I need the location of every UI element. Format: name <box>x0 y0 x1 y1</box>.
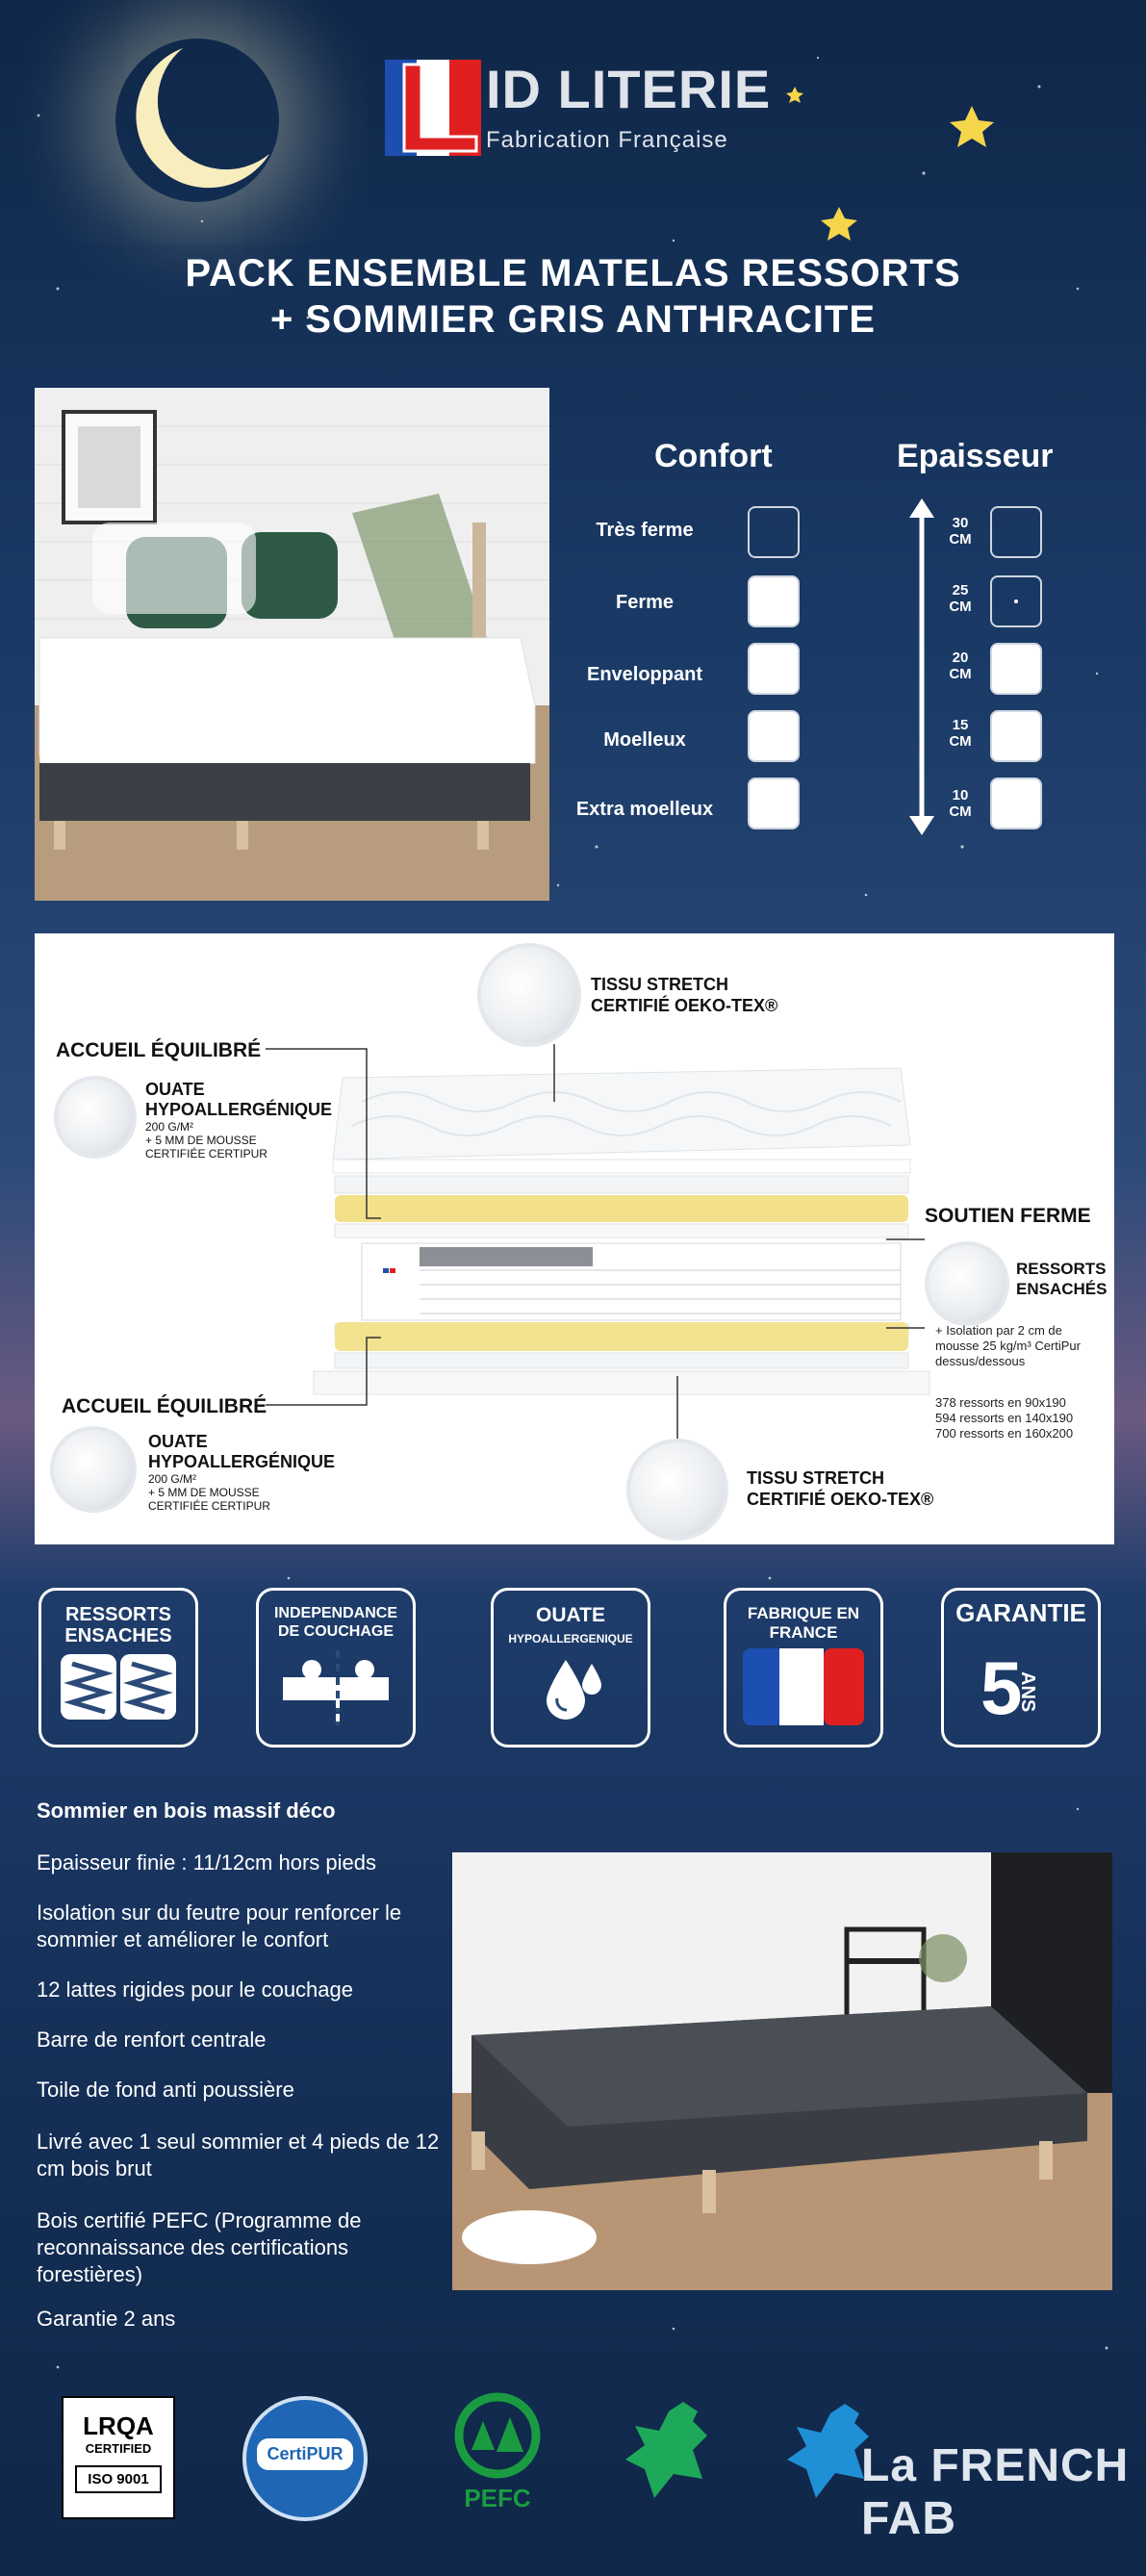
top-comfort-detail1: 200 G/M² <box>145 1120 194 1134</box>
brand-tagline: Fabrication Française <box>486 127 728 153</box>
thickness-checkbox-15[interactable] <box>990 710 1042 762</box>
comfort-label-tres-ferme: Très ferme <box>596 520 694 541</box>
spec-item: Toile de fond anti poussière <box>37 2078 294 2102</box>
thickness-checkbox-25[interactable] <box>990 575 1042 627</box>
page-title-line1: PACK ENSEMBLE MATELAS RESSORTS <box>185 252 961 294</box>
box-spring-photo <box>452 1852 1112 2290</box>
lrqa-line1: LRQA <box>83 2411 154 2440</box>
lrqa-line2: CERTIFIED <box>85 2441 152 2456</box>
feature-hypoallergenic <box>491 1588 650 1747</box>
support-sub1: RESSORTS <box>1016 1260 1107 1278</box>
pocket-springs-sample-icon <box>925 1241 1009 1326</box>
feature-warranty-5-years <box>941 1588 1101 1747</box>
feature-label-line2: FRANCE <box>769 1623 838 1642</box>
thickness-heading: Epaisseur <box>897 438 1054 474</box>
spec-item: Epaisseur finie : 11/12cm hors pieds <box>37 1850 376 1875</box>
thickness-label-30: 30 CM <box>949 515 972 548</box>
pefc-name: PEFC <box>464 2484 531 2512</box>
support-sub2: ENSACHÉS <box>1016 1280 1108 1298</box>
thickness-checkbox-20[interactable] <box>990 643 1042 695</box>
pefc-tree-icon <box>445 2392 550 2479</box>
comfort-label-moelleux: Moelleux <box>603 729 686 751</box>
bottom-comfort-detail1: 200 G/M² <box>148 1472 197 1486</box>
thickness-arrow-icon <box>907 498 936 835</box>
support-note2: mousse 25 kg/m³ CertiPur <box>935 1339 1081 1353</box>
top-comfort-sub2: HYPOALLERGÉNIQUE <box>145 1100 333 1119</box>
comfort-checkbox-moelleux[interactable] <box>748 710 800 762</box>
support-note3: dessus/dessous <box>935 1354 1026 1368</box>
moon-icon <box>115 38 279 202</box>
thickness-checkbox-10[interactable] <box>990 778 1042 829</box>
support-count2: 594 ressorts en 140x190 <box>935 1411 1074 1425</box>
warranty-number: 5 <box>980 1645 1023 1730</box>
wadding-sample-top-icon <box>54 1076 137 1159</box>
spec-item: Garantie 2 ans <box>37 2307 176 2331</box>
feature-label-line1: GARANTIE <box>955 1598 1086 1627</box>
thickness-checkbox-30[interactable] <box>990 506 1042 558</box>
spec-item: Livré avec 1 seul sommier et 4 pieds de 12 cm bois brut <box>37 2130 440 2181</box>
comfort-label-extra-moelleux: Extra moelleux <box>575 799 714 820</box>
french-flag-icon <box>741 1643 866 1729</box>
top-comfort-title: ACCUEIL ÉQUILIBRÉ <box>56 1039 262 1061</box>
support-count3: 700 ressorts en 160x200 <box>935 1426 1074 1441</box>
page-title-line2: + SOMMIER GRIS ANTHRACITE <box>269 298 877 341</box>
bottom-comfort-sub1: OUATE <box>148 1432 208 1451</box>
comfort-heading: Confort <box>654 438 773 474</box>
feature-label-line2: ENSACHES <box>64 1625 172 1646</box>
bedroom-photo <box>35 388 549 901</box>
bottom-comfort-detail3: CERTIFIÉE CERTIPUR <box>148 1499 270 1513</box>
bottom-comfort-title: ACCUEIL ÉQUILIBRÉ <box>62 1395 267 1417</box>
support-count1: 378 ressorts en 90x190 <box>935 1395 1066 1410</box>
certipur-logo <box>242 2396 368 2521</box>
specs-heading: Sommier en bois massif déco <box>37 1798 336 1823</box>
support-title: SOUTIEN FERME <box>925 1205 1091 1227</box>
drops-icon <box>522 1650 619 1727</box>
lrqa-logo <box>62 2396 175 2519</box>
bottom-fabric-label-line2: CERTIFIÉ OEKO-TEX® <box>747 1490 934 1509</box>
springs-icon <box>51 1646 186 1723</box>
spec-item: Isolation sur du feutre pour renforcer le sommier et améliorer le confort <box>37 1900 402 1951</box>
thickness-label-25: 25 CM <box>949 582 972 615</box>
comfort-checkbox-ferme[interactable] <box>748 575 800 627</box>
support-note1: + Isolation par 2 cm de <box>935 1323 1062 1338</box>
wadding-sample-bottom-icon <box>50 1426 137 1513</box>
brand-name: ID LITERIE <box>486 59 772 119</box>
top-comfort-detail3: CERTIFIÉE CERTIPUR <box>145 1147 267 1160</box>
couchage-icon <box>268 1641 403 1727</box>
feature-label-line1: RESSORTS <box>64 1604 172 1625</box>
feature-pocket-springs <box>38 1588 198 1747</box>
comfort-checkbox-extra-moelleux[interactable] <box>748 778 800 829</box>
feature-made-in-france <box>724 1588 883 1747</box>
feature-independent-sleep <box>256 1588 416 1747</box>
bottom-fabric-label-line1: TISSU STRETCH <box>747 1468 885 1488</box>
thickness-label-20: 20 CM <box>949 650 972 682</box>
thickness-label-15: 15 CM <box>949 717 972 750</box>
fabric-sample-bottom-icon <box>626 1439 728 1541</box>
spec-item: Bois certifié PEFC (Programme de reconnaissance des certifications forestières) <box>37 2208 362 2286</box>
french-fab-name: La FRENCH FAB <box>861 2440 1130 2544</box>
thickness-label-10: 10 CM <box>949 787 972 820</box>
certipur-name: CertiPUR <box>257 2438 352 2470</box>
feature-label-line1: FABRIQUE EN <box>747 1604 860 1622</box>
mattress-diagram <box>35 933 1114 1544</box>
lrqa-line3: ISO 9001 <box>75 2465 162 2493</box>
green-rooster-logo <box>616 2392 722 2508</box>
bottom-comfort-sub2: HYPOALLERGÉNIQUE <box>148 1452 336 1471</box>
top-fabric-label-line2: CERTIFIÉ OEKO-TEX® <box>591 996 778 1015</box>
top-comfort-sub1: OUATE <box>145 1080 205 1099</box>
top-comfort-detail2: + 5 MM DE MOUSSE <box>145 1134 257 1147</box>
feature-label-line1: INDEPENDANCE <box>273 1605 397 1621</box>
warranty-unit: ANS <box>1017 1671 1038 1713</box>
spec-item: Barre de renfort centrale <box>37 2028 267 2052</box>
comfort-label-ferme: Ferme <box>615 592 675 613</box>
feature-label-line2: DE COUCHAGE <box>277 1623 394 1640</box>
bottom-comfort-detail2: + 5 MM DE MOUSSE <box>148 1486 260 1499</box>
spec-item: 12 lattes rigides pour le couchage <box>37 1977 353 2002</box>
comfort-checkbox-enveloppant[interactable] <box>748 643 800 695</box>
feature-label-line2: HYPOALLERGENIQUE <box>508 1632 633 1645</box>
top-fabric-label-line1: TISSU STRETCH <box>591 975 729 994</box>
brand-logo-icon <box>385 60 481 156</box>
feature-label-line1: OUATE <box>536 1604 605 1626</box>
fabric-sample-top-icon <box>477 943 581 1047</box>
comfort-checkbox-tres-ferme[interactable] <box>748 506 800 558</box>
comfort-label-enveloppant: Enveloppant <box>586 664 702 685</box>
pefc-logo <box>445 2392 550 2517</box>
